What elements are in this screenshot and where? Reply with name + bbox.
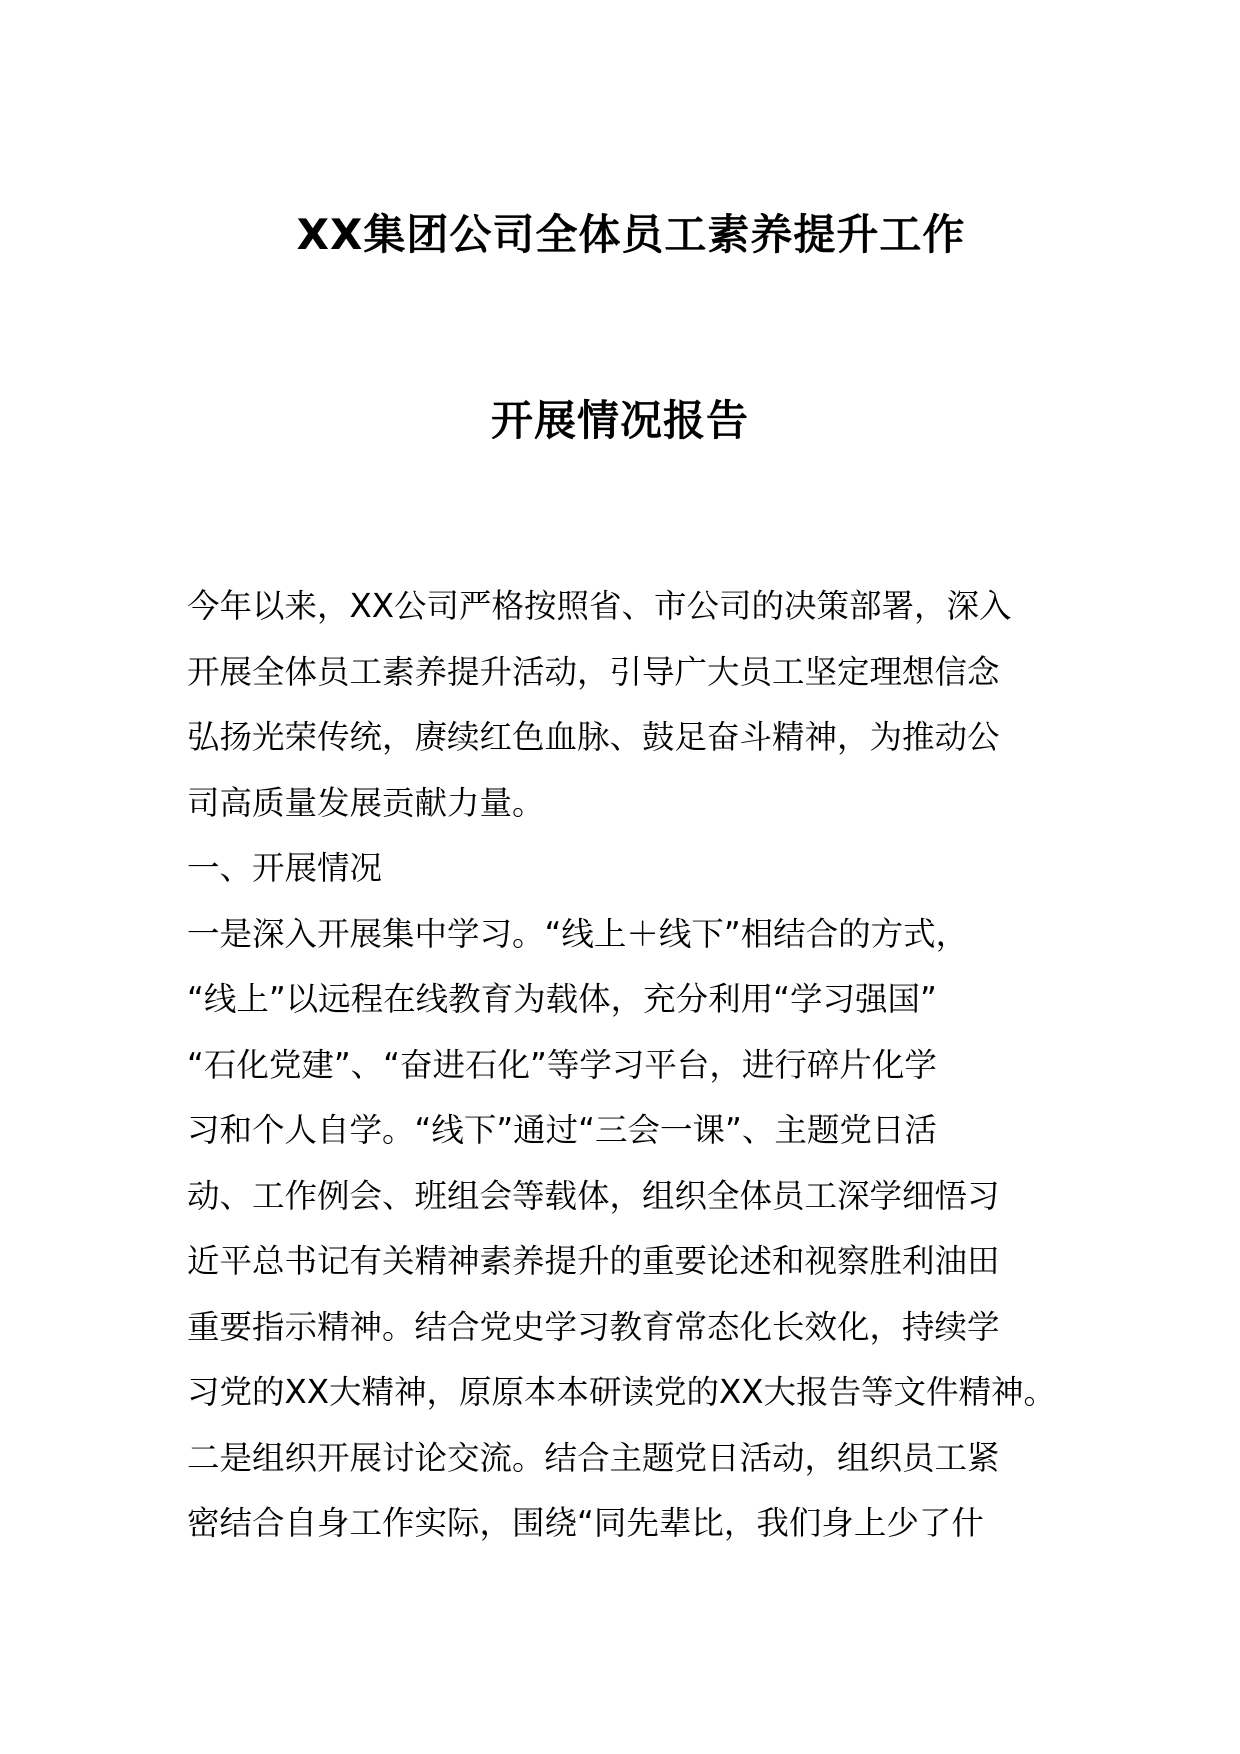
body-line: 密结合自身工作实际，围绕“同先辈比，我们身上少了什 bbox=[187, 1504, 984, 1542]
body-line: 一是深入开展集中学习。“线上＋线下”相结合的方式， bbox=[187, 914, 969, 953]
body-line: “线上”以远程在线教育为载体，充分利用“学习强国” bbox=[187, 980, 937, 1018]
body-line: 习党的XX大精神，原原本本研读党的XX大报告等文件精神。 bbox=[187, 1373, 1057, 1411]
body-line: 近平总书记有关精神素养提升的重要论述和视察胜利油田 bbox=[187, 1242, 1000, 1280]
body-line: 今年以来，XX公司严格按照省、市公司的决策部署，深入 bbox=[187, 587, 1012, 625]
body-line: 重要指示精神。结合党史学习教育常态化长效化，持续学 bbox=[187, 1307, 1000, 1346]
document-body bbox=[187, 574, 1067, 1557]
document-title-line-1: XX集团公司全体员工素养提升工作 bbox=[296, 210, 966, 259]
body-line: 二是组织开展讨论交流。结合主题党日活动，组织员工紧 bbox=[187, 1438, 1000, 1477]
section-heading: 一、开展情况 bbox=[187, 849, 383, 887]
body-line: 弘扬光荣传统，赓续红色血脉、鼓足奋斗精神，为推动公 bbox=[187, 718, 1000, 756]
body-line: 司高质量发展贡献力量。 bbox=[187, 783, 545, 822]
body-line: 动、工作例会、班组会等载体，组织全体员工深学细悟习 bbox=[187, 1176, 1000, 1215]
body-line: 开展全体员工素养提升活动，引导广大员工坚定理想信念 bbox=[187, 652, 1000, 691]
body-line: “石化党建”、“奋进石化”等学习平台，进行碎片化学 bbox=[187, 1045, 937, 1084]
document-title-line-2: 开展情况报告 bbox=[490, 396, 749, 445]
body-line: 习和个人自学。“线下”通过“三会一课”、主题党日活 bbox=[187, 1111, 937, 1149]
